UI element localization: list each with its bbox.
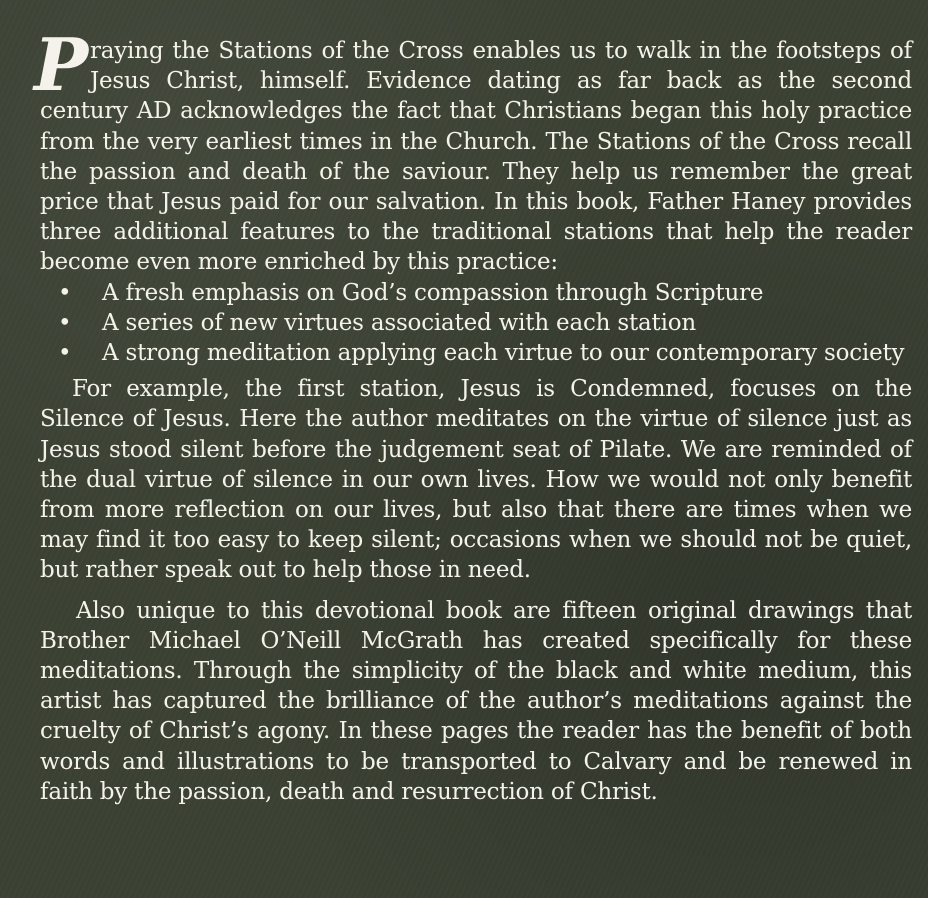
illustrations-paragraph: Also unique to this devotional book are fifteen original drawings that Brother Michael O’Neill McGrath has created specifically for these meditations. Through the simplicity of the black and white medium, this artist has captured the brilliance of the author’s meditations against the cruelty of Christ’s agony. In these pages the reader has the benefit of both words and illustrations to be transported to Calvary and be renewed in faith by the passion, death and resurrection of Christ. [40, 597, 912, 805]
back-cover-text [34, 22, 912, 807]
list-item [40, 338, 912, 368]
example-paragraph: For example, the first station, Jesus is Condemned, focuses on the Silence of Jesus. Here the author meditates on the virtue of silence just as Jesus stood silent before the judgement seat of Pilate. We are reminded of the dual virtue of silence in our own lives. How we would not only benefit from more reflection on our lives, but also that there are times when we may find it too easy to keep silent; occasions when we should not be quiet, but rather speak out to help those in need. [40, 376, 912, 584]
list-item-text: A series of new virtues associated with each station [102, 309, 696, 336]
list-item-text: A fresh emphasis on God’s compassion through Scripture [102, 279, 764, 306]
list-item [40, 278, 912, 308]
bullet-icon: • [58, 279, 72, 306]
feature-list [40, 278, 912, 369]
drop-cap-letter: P [34, 22, 88, 107]
intro-paragraph [34, 22, 912, 278]
intro-paragraph-text: raying the Stations of the Cross enables us to walk in the footsteps of Jesus Christ, himself. Evidence dating as far back as the second century AD acknowledges the fact that Christians began this holy practice from the very earliest times in the Church. The Stations of the Cross recall the passion and death of the saviour. They help us remember the great price that Jesus paid for our salvation. In this book, Father Haney provides three additional features to the traditional stations that help the reader become even more enriched by this practice: [40, 38, 912, 276]
bullet-icon: • [58, 309, 72, 336]
list-item [40, 308, 912, 338]
list-item-text: A strong meditation applying each virtue to our contemporary society [102, 340, 905, 367]
bullet-icon: • [58, 340, 72, 367]
